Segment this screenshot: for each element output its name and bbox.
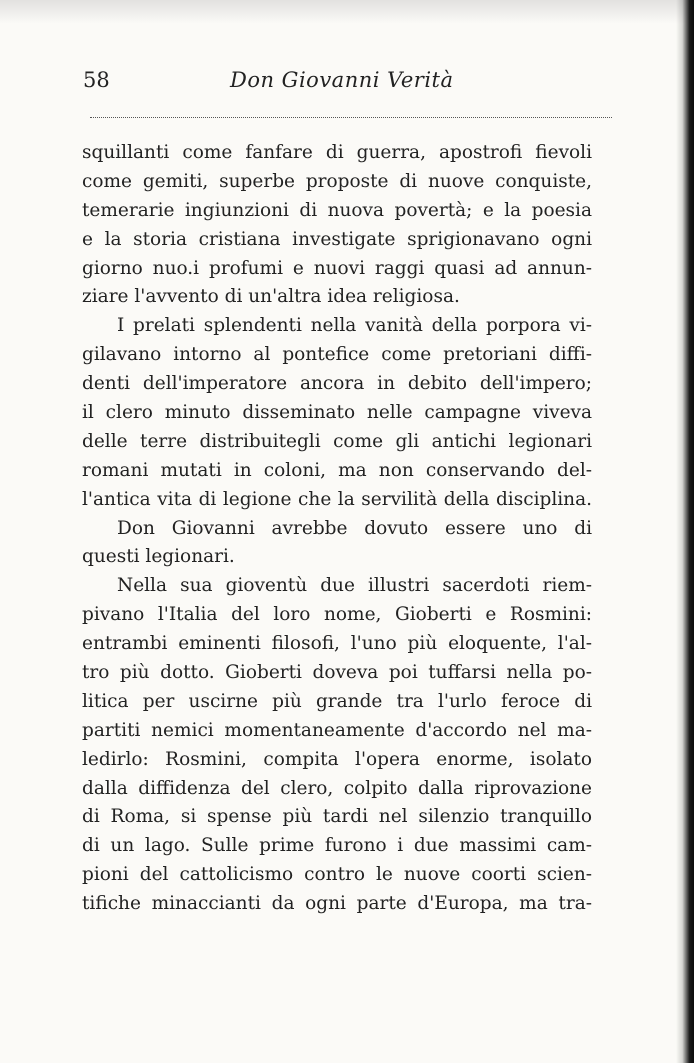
page-edge-shadow — [676, 0, 694, 1063]
text-line: e la storia cristiana investigate sprigionavano ogni — [82, 228, 592, 250]
text-line: dalla diffidenza del clero, colpito dalla riprovazione — [82, 777, 592, 799]
text-line: partiti nemici momentaneamente d'accordo nel ma- — [82, 719, 592, 741]
text-line: delle terre distribuitegli come gli antichi legionari — [82, 430, 592, 452]
text-line: Don Giovanni avrebbe dovuto essere uno di — [117, 517, 592, 539]
text-line: litica per uscirne più grande tra l'urlo feroce di — [82, 690, 592, 712]
page-header — [0, 68, 694, 98]
page-number: 58 — [83, 68, 110, 92]
text-line: ziare l'avvento di un'altra idea religiosa. — [82, 286, 460, 308]
text-line: di Roma, si spense più tardi nel silenzio tranquillo — [82, 806, 592, 828]
running-title: Don Giovanni Verità — [230, 68, 454, 92]
text-line: come gemiti, superbe proposte di nuove conquiste, — [82, 170, 592, 192]
text-line: pioni del cattolicismo contro le nuove coorti scien- — [82, 864, 592, 886]
body-text — [82, 139, 592, 919]
text-line: giorno nuo.i profumi e nuovi raggi quasi ad annun- — [82, 257, 592, 279]
text-line: ledirlo: Rosmini, compita l'opera enorme, isolato — [82, 748, 592, 770]
text-line: Nella sua gioventù due illustri sacerdoti riem- — [117, 575, 592, 597]
text-line: di un lago. Sulle prime furono i due massimi cam- — [82, 835, 592, 857]
text-line: I prelati splendenti nella vanità della porpora vi- — [117, 315, 592, 337]
text-line: entrambi eminenti filosofi, l'uno più eloquente, l'al- — [82, 633, 592, 655]
text-line: squillanti come fanfare di guerra, apostrofi fievoli — [82, 142, 592, 163]
text-line: temerarie ingiunzioni di nuova povertà; e la poesia — [82, 199, 592, 221]
text-line: il clero minuto disseminato nelle campagne viveva — [82, 402, 592, 424]
text-line: tifiche minaccianti da ogni parte d'Europa, ma tra- — [82, 893, 592, 915]
scan-top-shading — [0, 0, 694, 24]
text-line: pivano l'Italia del loro nome, Gioberti e Rosmini: — [82, 604, 592, 626]
text-line: gilavano intorno al pontefice come pretoriani diffi- — [82, 344, 592, 366]
text-line: denti dell'imperatore ancora in debito dell'impero; — [82, 373, 592, 395]
text-line: l'antica vita di legione che la servilità della disciplina. — [82, 488, 592, 510]
header-rule — [90, 117, 612, 118]
text-line: questi legionari. — [82, 546, 235, 568]
text-line: romani mutati in coloni, ma non conservando del- — [82, 459, 592, 481]
text-line: tro più dotto. Gioberti doveva poi tuffarsi nella po- — [82, 662, 592, 684]
